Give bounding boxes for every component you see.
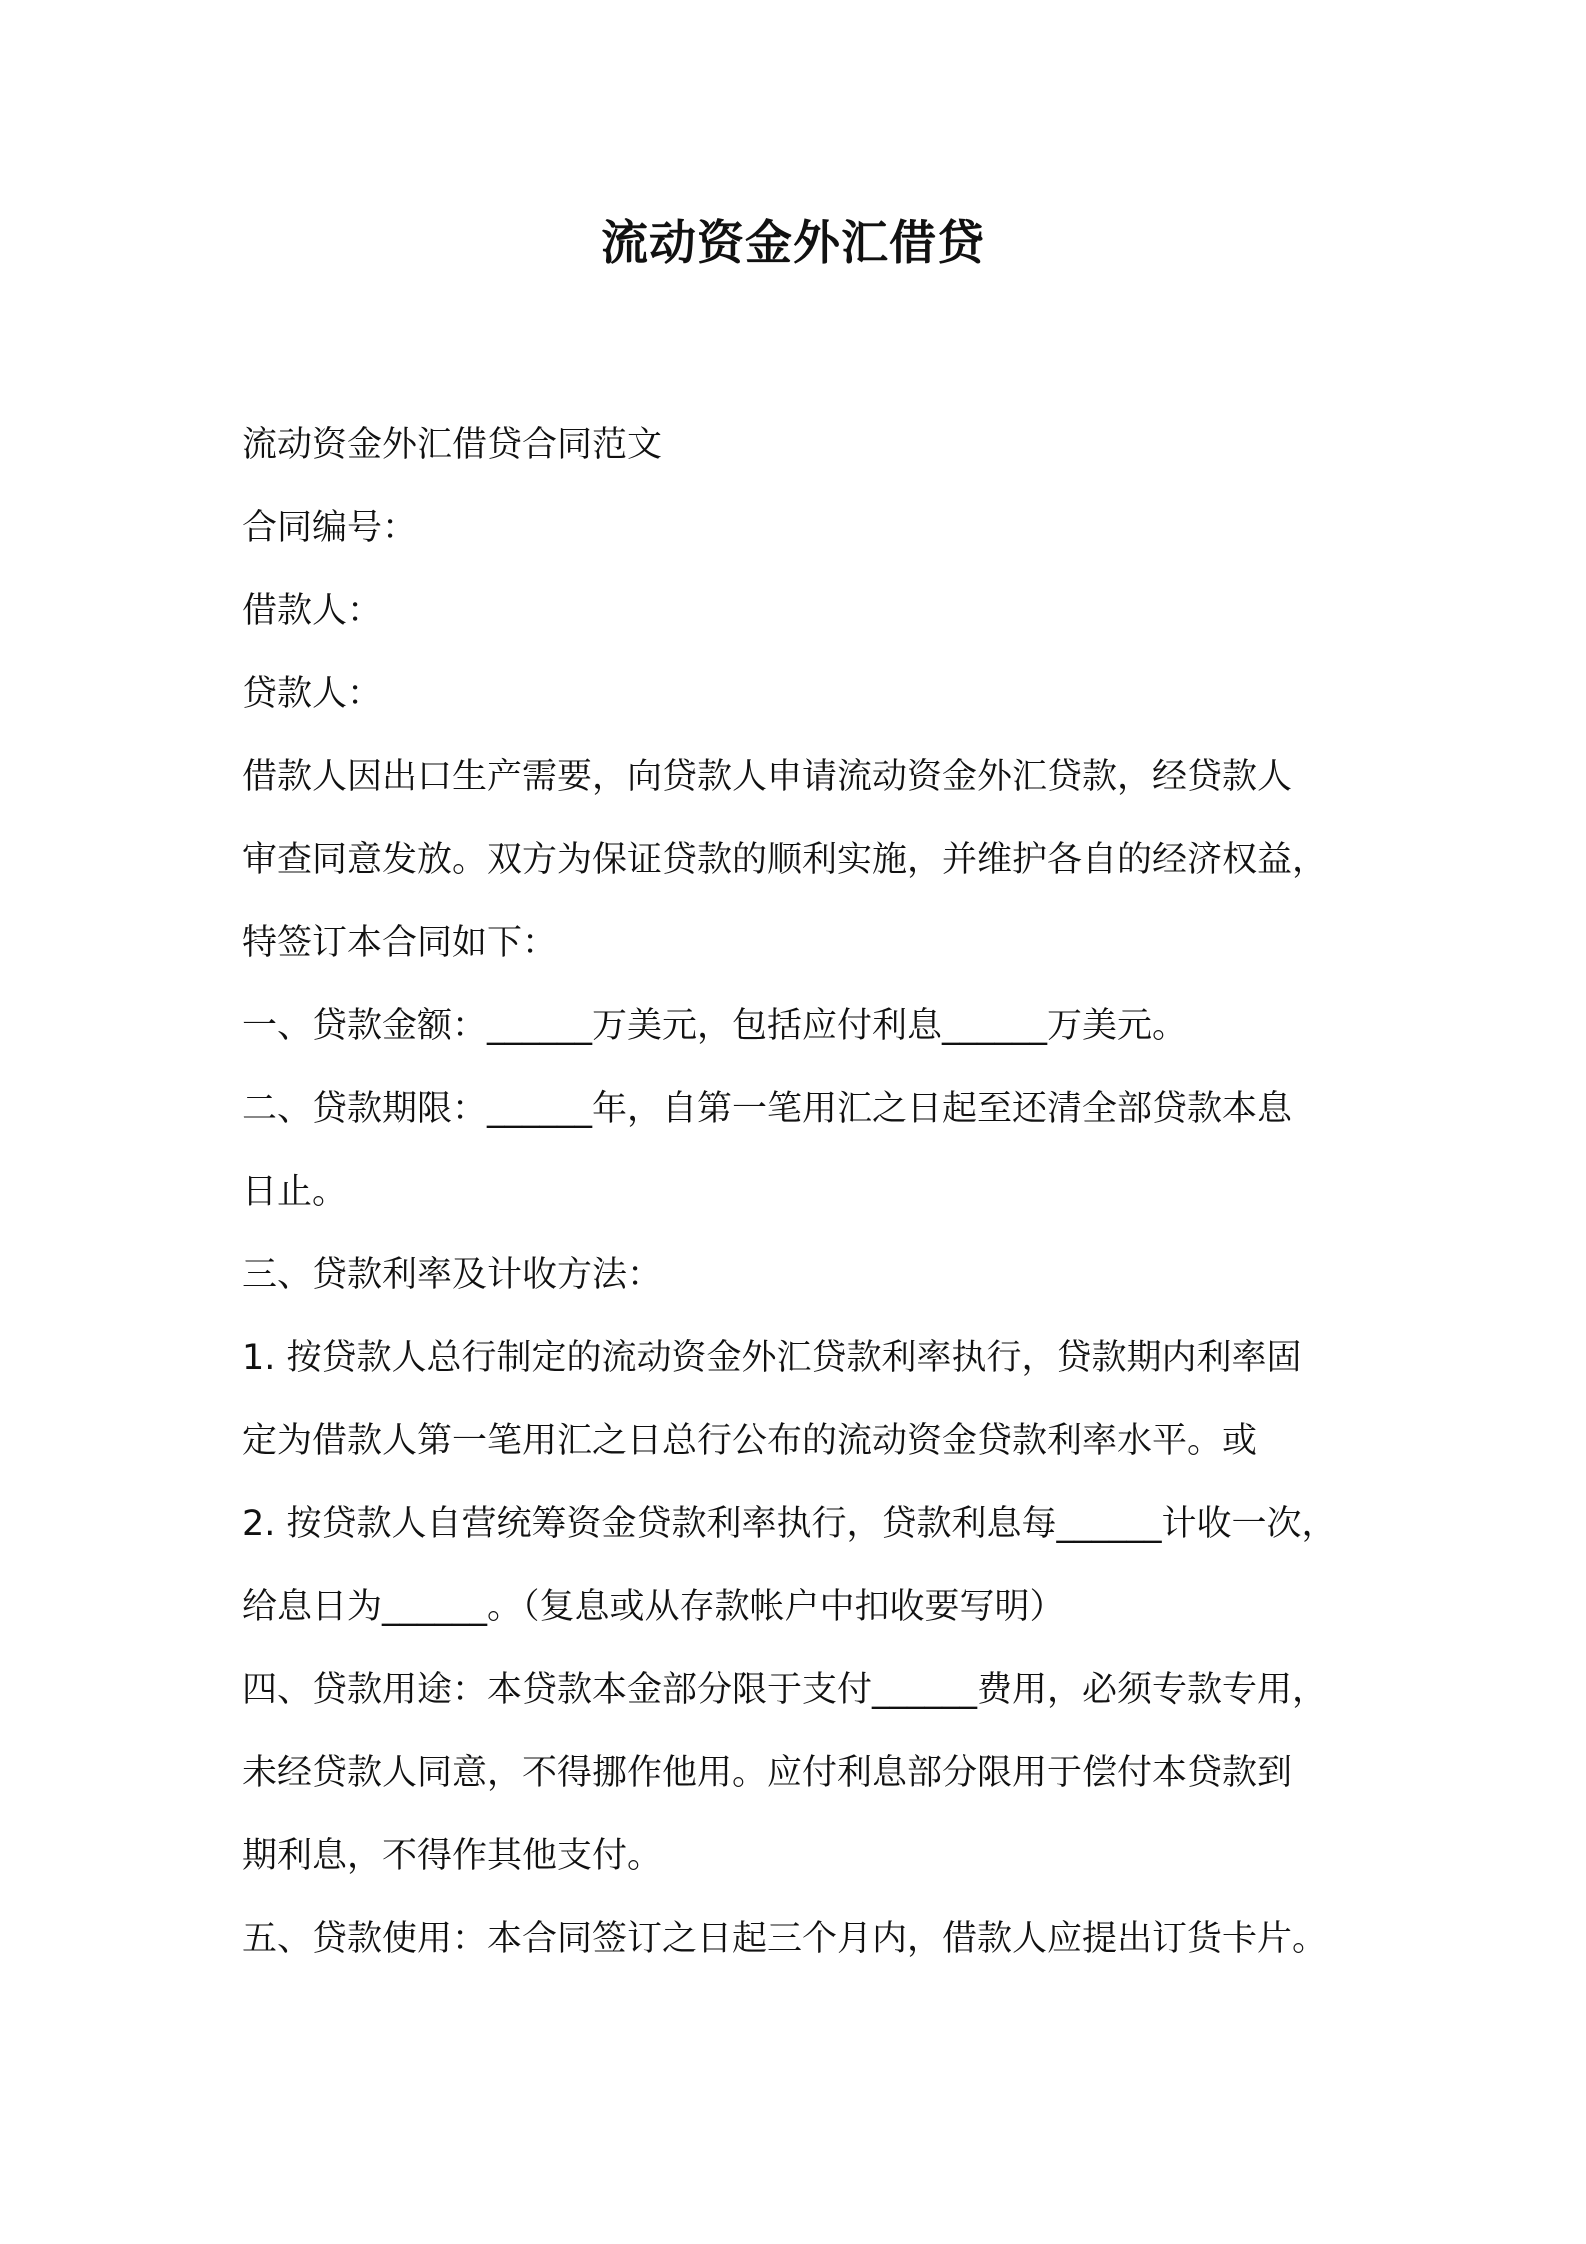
text-line: 审查同意发放。双方为保证贷款的顺利实施，并维护各自的经济权益，: [242, 840, 1328, 880]
text-line: 2. 按贷款人自营统筹资金贷款利率执行，贷款利息每______计收一次，: [242, 1504, 1337, 1544]
document-title: 流动资金外汇借贷: [601, 216, 985, 271]
text-line: 借款人因出口生产需要，向贷款人申请流动资金外汇贷款，经贷款人: [242, 757, 1293, 797]
text-line: 日止。: [242, 1172, 348, 1212]
text-line: 三、贷款利率及计收方法：: [242, 1255, 663, 1295]
text-line: 四、贷款用途：本贷款本金部分限于支付______费用，必须专款专用，: [242, 1670, 1328, 1710]
text-line: 定为借款人第一笔用汇之日总行公布的流动资金贷款利率水平。或: [242, 1421, 1258, 1461]
text-line: 贷款人：: [242, 674, 383, 714]
text-line: 1. 按贷款人总行制定的流动资金外汇贷款利率执行，贷款期内利率固: [242, 1338, 1302, 1378]
text-line: 借款人：: [242, 591, 383, 631]
text-line: 流动资金外汇借贷合同范文: [242, 425, 663, 465]
text-line: 给息日为______。（复息或从存款帐户中扣收要写明）: [242, 1587, 1065, 1627]
text-line: 二、贷款期限：______年，自第一笔用汇之日起至还清全部贷款本息: [242, 1089, 1293, 1129]
document-body: [242, 404, 1382, 1981]
text-line: 五、贷款使用：本合同签订之日起三个月内，借款人应提出订货卡片。: [242, 1919, 1328, 1959]
text-line: 未经贷款人同意，不得挪作他用。应付利息部分限用于偿付本贷款到: [242, 1753, 1293, 1793]
text-line: 期利息，不得作其他支付。: [242, 1836, 663, 1876]
text-line: 特签订本合同如下：: [242, 923, 558, 963]
text-line: 一、贷款金额：______万美元，包括应付利息______万美元。: [242, 1006, 1188, 1046]
text-line: 合同编号：: [242, 508, 418, 548]
